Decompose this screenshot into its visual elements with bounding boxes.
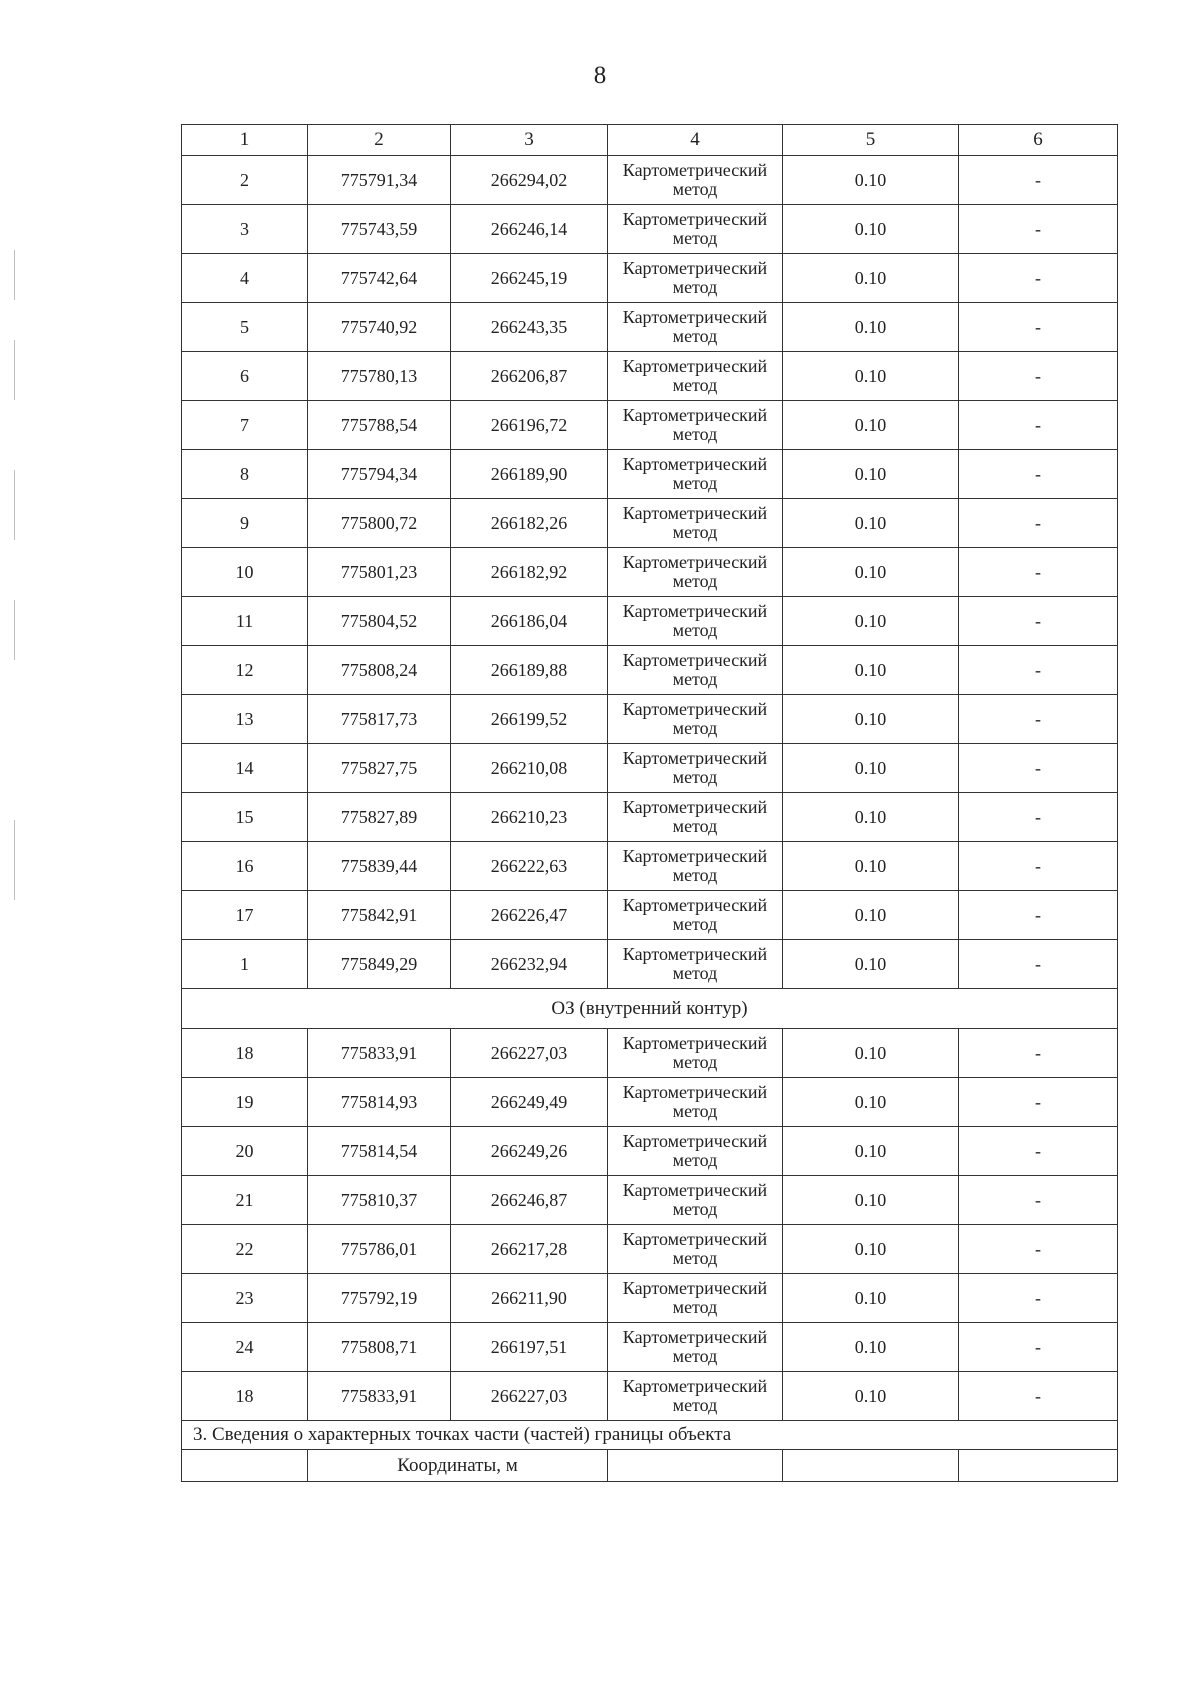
method-cell [608,646,783,695]
point-number-cell: 8 [182,450,308,499]
accuracy-cell: 0.10 [783,1225,959,1274]
section-3-title: 3. Сведения о характерных точках части (частей) границы объекта [182,1421,1118,1450]
y-coordinate-cell: 266232,94 [451,940,608,989]
note-cell: - [959,940,1118,989]
accuracy-cell: 0.10 [783,597,959,646]
y-coordinate-cell: 266249,26 [451,1127,608,1176]
x-coordinate-cell: 775743,59 [308,205,451,254]
method-text: метод [672,1150,718,1170]
table-row [182,1372,1118,1421]
method-text: Картометрический [622,1278,768,1299]
empty-cell [959,1450,1118,1482]
y-coordinate-cell: 266210,23 [451,793,608,842]
method-text: метод [672,1199,718,1219]
method-text: Картометрический [622,748,768,769]
y-coordinate-cell: 266249,49 [451,1078,608,1127]
point-number-cell: 21 [182,1176,308,1225]
accuracy-cell: 0.10 [783,1176,959,1225]
point-number-cell: 6 [182,352,308,401]
method-cell [608,891,783,940]
table-row [182,646,1118,695]
y-coordinate-cell: 266211,90 [451,1274,608,1323]
point-number-cell: 23 [182,1274,308,1323]
accuracy-cell: 0.10 [783,744,959,793]
method-text: метод [672,424,718,444]
y-coordinate-cell: 266217,28 [451,1225,608,1274]
y-coordinate-cell: 266243,35 [451,303,608,352]
y-coordinate-cell: 266227,03 [451,1029,608,1078]
x-coordinate-cell: 775833,91 [308,1372,451,1421]
method-text: Картометрический [622,209,768,230]
method-text: Картометрический [622,503,768,524]
y-coordinate-cell: 266206,87 [451,352,608,401]
method-text: метод [672,914,718,934]
table-row [182,891,1118,940]
method-cell [608,205,783,254]
note-cell: - [959,842,1118,891]
point-number-cell: 22 [182,1225,308,1274]
x-coordinate-cell: 775808,24 [308,646,451,695]
accuracy-cell: 0.10 [783,842,959,891]
column-number: 5 [783,125,959,156]
point-number-cell: 2 [182,156,308,205]
note-cell: - [959,1078,1118,1127]
y-coordinate-cell: 266226,47 [451,891,608,940]
point-number-cell: 9 [182,499,308,548]
table-row [182,450,1118,499]
x-coordinate-cell: 775814,54 [308,1127,451,1176]
accuracy-cell: 0.10 [783,891,959,940]
point-number-cell: 1 [182,940,308,989]
accuracy-cell: 0.10 [783,695,959,744]
x-coordinate-cell: 775833,91 [308,1029,451,1078]
method-text: метод [672,1101,718,1121]
method-text: метод [672,1297,718,1317]
table-body [182,125,1118,1482]
method-cell [608,940,783,989]
point-number-cell: 17 [182,891,308,940]
point-number-cell: 12 [182,646,308,695]
boundary-points-table [181,124,1118,1482]
x-coordinate-cell: 775788,54 [308,401,451,450]
scan-margin-mark [14,470,15,540]
note-cell: - [959,499,1118,548]
point-number-cell: 13 [182,695,308,744]
table-row [182,793,1118,842]
x-coordinate-cell: 775804,52 [308,597,451,646]
method-text: метод [672,865,718,885]
accuracy-cell: 0.10 [783,793,959,842]
column-number: 4 [608,125,783,156]
note-cell: - [959,1274,1118,1323]
point-number-cell: 14 [182,744,308,793]
table-row [182,303,1118,352]
note-cell: - [959,156,1118,205]
method-text: Картометрический [622,405,768,426]
table-row [182,401,1118,450]
table-row [182,1274,1118,1323]
table-row [182,352,1118,401]
accuracy-cell: 0.10 [783,352,959,401]
method-text: метод [672,473,718,493]
empty-cell [783,1450,959,1482]
table-row [182,940,1118,989]
coordinates-header: Координаты, м [308,1450,608,1482]
accuracy-cell: 0.10 [783,1078,959,1127]
table-row [182,842,1118,891]
accuracy-cell: 0.10 [783,254,959,303]
method-cell [608,303,783,352]
method-text: Картометрический [622,356,768,377]
method-text: Картометрический [622,601,768,622]
x-coordinate-cell: 775827,75 [308,744,451,793]
table-row [182,205,1118,254]
method-cell [608,1225,783,1274]
method-text: Картометрический [622,1376,768,1397]
method-text: метод [672,179,718,199]
x-coordinate-cell: 775801,23 [308,548,451,597]
point-number-cell: 11 [182,597,308,646]
column-number: 2 [308,125,451,156]
point-number-cell: 24 [182,1323,308,1372]
note-cell: - [959,646,1118,695]
method-text: метод [672,326,718,346]
point-number-cell: 10 [182,548,308,597]
y-coordinate-cell: 266199,52 [451,695,608,744]
note-cell: - [959,401,1118,450]
x-coordinate-cell: 775839,44 [308,842,451,891]
page-number: 8 [593,62,607,89]
method-text: метод [672,375,718,395]
empty-cell [608,1450,783,1482]
method-cell [608,1078,783,1127]
y-coordinate-cell: 266186,04 [451,597,608,646]
accuracy-cell: 0.10 [783,450,959,499]
note-cell: - [959,695,1118,744]
y-coordinate-cell: 266189,90 [451,450,608,499]
x-coordinate-cell: 775794,34 [308,450,451,499]
inner-contour-row [182,989,1118,1029]
coordinates-header-row [182,1450,1118,1482]
accuracy-cell: 0.10 [783,303,959,352]
method-cell [608,156,783,205]
method-text: Картометрический [622,1229,768,1250]
column-number-row [182,125,1118,156]
accuracy-cell: 0.10 [783,940,959,989]
accuracy-cell: 0.10 [783,1372,959,1421]
note-cell: - [959,1225,1118,1274]
scan-margin-mark [14,250,15,300]
x-coordinate-cell: 775800,72 [308,499,451,548]
accuracy-cell: 0.10 [783,1029,959,1078]
table-row [182,744,1118,793]
method-text: метод [672,816,718,836]
x-coordinate-cell: 775827,89 [308,793,451,842]
inner-contour-label: ОЗ (внутренний контур) [182,989,1118,1029]
table-row [182,548,1118,597]
accuracy-cell: 0.10 [783,1127,959,1176]
point-number-cell: 5 [182,303,308,352]
table-row [182,254,1118,303]
y-coordinate-cell: 266245,19 [451,254,608,303]
accuracy-cell: 0.10 [783,646,959,695]
method-cell [608,1274,783,1323]
point-number-cell: 16 [182,842,308,891]
note-cell: - [959,450,1118,499]
note-cell: - [959,1029,1118,1078]
method-text: Картометрический [622,258,768,279]
method-cell [608,1029,783,1078]
method-cell [608,597,783,646]
method-cell [608,450,783,499]
method-text: Картометрический [622,846,768,867]
x-coordinate-cell: 775849,29 [308,940,451,989]
point-number-cell: 19 [182,1078,308,1127]
point-number-cell: 15 [182,793,308,842]
note-cell: - [959,254,1118,303]
method-cell [608,499,783,548]
note-cell: - [959,744,1118,793]
note-cell: - [959,793,1118,842]
y-coordinate-cell: 266294,02 [451,156,608,205]
point-number-cell: 4 [182,254,308,303]
table-row [182,695,1118,744]
method-text: метод [672,718,718,738]
point-number-cell: 7 [182,401,308,450]
table-row [182,1176,1118,1225]
method-cell [608,1127,783,1176]
table-row [182,1323,1118,1372]
accuracy-cell: 0.10 [783,1274,959,1323]
y-coordinate-cell: 266182,26 [451,499,608,548]
point-number-cell: 3 [182,205,308,254]
method-text: Картометрический [622,699,768,720]
method-cell [608,254,783,303]
accuracy-cell: 0.10 [783,548,959,597]
x-coordinate-cell: 775780,13 [308,352,451,401]
y-coordinate-cell: 266246,14 [451,205,608,254]
accuracy-cell: 0.10 [783,499,959,548]
scan-margin-mark [14,820,15,900]
method-cell [608,695,783,744]
method-text: метод [672,669,718,689]
x-coordinate-cell: 775817,73 [308,695,451,744]
method-text: метод [672,1248,718,1268]
accuracy-cell: 0.10 [783,205,959,254]
method-text: метод [672,767,718,787]
method-cell [608,548,783,597]
y-coordinate-cell: 266222,63 [451,842,608,891]
method-text: Картометрический [622,895,768,916]
column-number: 3 [451,125,608,156]
note-cell: - [959,597,1118,646]
x-coordinate-cell: 775808,71 [308,1323,451,1372]
method-text: Картометрический [622,160,768,181]
x-coordinate-cell: 775791,34 [308,156,451,205]
scan-margin-mark [14,340,15,400]
accuracy-cell: 0.10 [783,1323,959,1372]
note-cell: - [959,548,1118,597]
method-text: Картометрический [622,307,768,328]
note-cell: - [959,303,1118,352]
method-text: Картометрический [622,1131,768,1152]
x-coordinate-cell: 775740,92 [308,303,451,352]
method-cell [608,1176,783,1225]
y-coordinate-cell: 266189,88 [451,646,608,695]
method-cell [608,1323,783,1372]
method-text: Картометрический [622,797,768,818]
method-text: Картометрический [622,552,768,573]
method-text: метод [672,571,718,591]
note-cell: - [959,1323,1118,1372]
method-text: метод [672,228,718,248]
method-cell [608,401,783,450]
method-cell [608,793,783,842]
table-row [182,597,1118,646]
point-number-cell: 20 [182,1127,308,1176]
table-row [182,1078,1118,1127]
method-text: Картометрический [622,1180,768,1201]
column-number: 1 [182,125,308,156]
table-row [182,1225,1118,1274]
method-text: метод [672,1346,718,1366]
x-coordinate-cell: 775842,91 [308,891,451,940]
method-text: метод [672,277,718,297]
method-text: Картометрический [622,944,768,965]
y-coordinate-cell: 266246,87 [451,1176,608,1225]
point-number-cell: 18 [182,1029,308,1078]
x-coordinate-cell: 775792,19 [308,1274,451,1323]
x-coordinate-cell: 775786,01 [308,1225,451,1274]
method-text: Картометрический [622,1327,768,1348]
scan-margin-mark [14,600,15,660]
note-cell: - [959,1176,1118,1225]
y-coordinate-cell: 266227,03 [451,1372,608,1421]
method-text: метод [672,522,718,542]
y-coordinate-cell: 266197,51 [451,1323,608,1372]
method-cell [608,744,783,793]
method-text: Картометрический [622,1033,768,1054]
x-coordinate-cell: 775814,93 [308,1078,451,1127]
table-row [182,1127,1118,1176]
accuracy-cell: 0.10 [783,156,959,205]
y-coordinate-cell: 266196,72 [451,401,608,450]
x-coordinate-cell: 775810,37 [308,1176,451,1225]
method-cell [608,1372,783,1421]
note-cell: - [959,352,1118,401]
method-text: метод [672,620,718,640]
table-row [182,156,1118,205]
note-cell: - [959,205,1118,254]
column-number: 6 [959,125,1118,156]
method-text: метод [672,963,718,983]
section-3-row [182,1421,1118,1450]
method-text: Картометрический [622,650,768,671]
note-cell: - [959,1127,1118,1176]
method-cell [608,352,783,401]
point-number-cell: 18 [182,1372,308,1421]
empty-cell [182,1450,308,1482]
table-row [182,499,1118,548]
y-coordinate-cell: 266182,92 [451,548,608,597]
accuracy-cell: 0.10 [783,401,959,450]
x-coordinate-cell: 775742,64 [308,254,451,303]
y-coordinate-cell: 266210,08 [451,744,608,793]
method-text: Картометрический [622,1082,768,1103]
table-row [182,1029,1118,1078]
method-cell [608,842,783,891]
method-text: Картометрический [622,454,768,475]
note-cell: - [959,1372,1118,1421]
note-cell: - [959,891,1118,940]
method-text: метод [672,1395,718,1415]
method-text: метод [672,1052,718,1072]
